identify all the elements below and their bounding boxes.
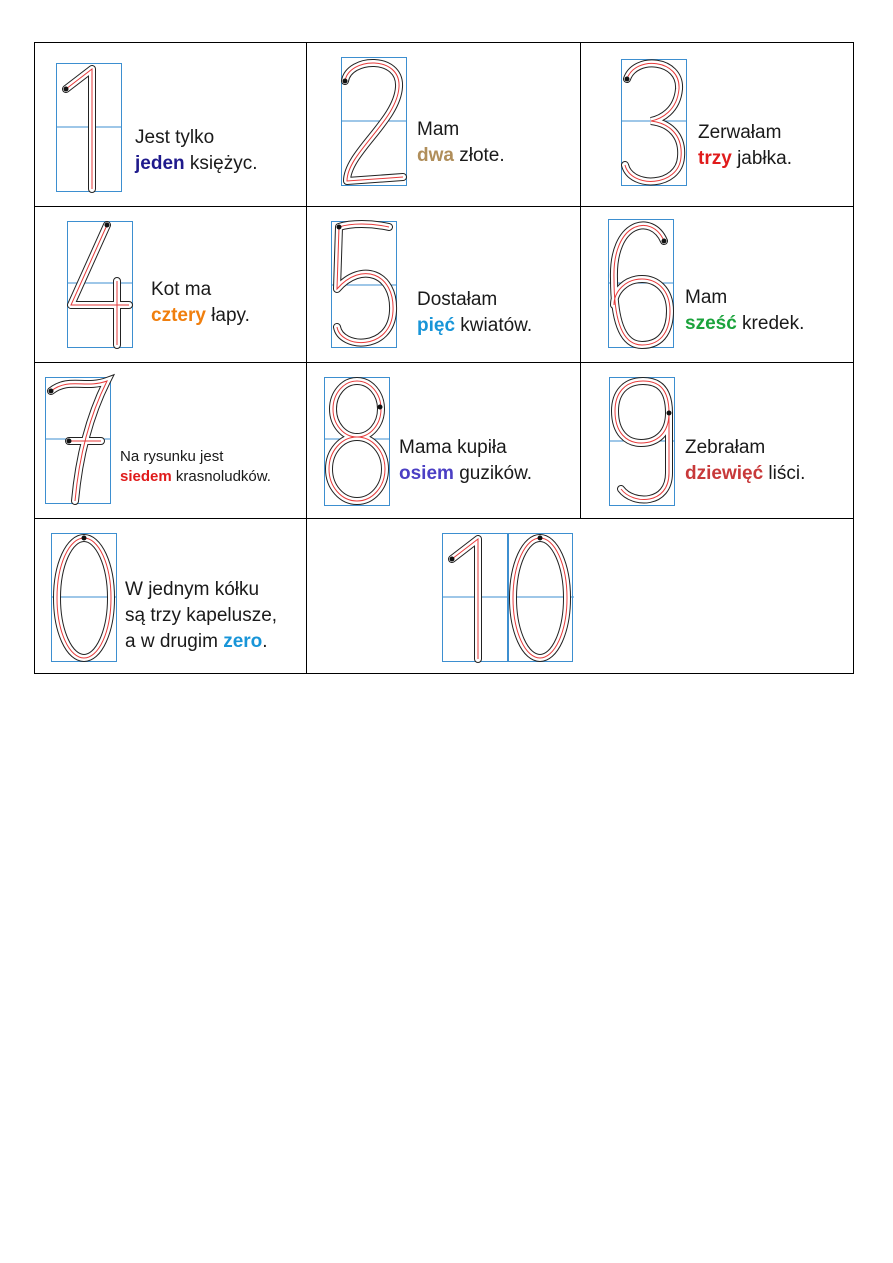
caption-3-line1: Zerwałam [698, 122, 782, 143]
caption-1 [135, 125, 257, 177]
caption-2 [417, 117, 505, 169]
caption-0-line3: a w drugim [125, 631, 224, 652]
card-5 [307, 207, 581, 363]
caption-5-line1: Dostałam [417, 289, 498, 310]
digit-1-tracing-icon [56, 63, 122, 193]
keyword-szesc: sześć [685, 313, 737, 334]
caption-4-line1: Kot ma [151, 279, 212, 300]
digit-6-tracing-icon [608, 219, 674, 349]
digit-4-tracing-icon [67, 221, 133, 349]
digit-3-tracing-icon [621, 59, 687, 187]
caption-5-rest: kwiatów. [455, 315, 533, 336]
digit-9-tracing-icon [609, 377, 675, 507]
caption-1-line1: Jest tylko [135, 127, 215, 148]
caption-5 [417, 287, 532, 339]
caption-2-rest: złote. [453, 145, 505, 166]
caption-7-rest: krasnoludków. [171, 468, 271, 485]
caption-8-rest: guzików. [453, 463, 533, 484]
caption-6-rest: kredek. [736, 313, 805, 334]
keyword-siedem: siedem [120, 468, 172, 485]
caption-1-rest: księżyc. [184, 153, 258, 174]
card-2 [307, 43, 581, 207]
card-9 [581, 363, 854, 519]
caption-0-line2: są trzy kapelusze, [125, 605, 278, 626]
keyword-osiem: osiem [399, 463, 454, 484]
keyword-jeden: jeden [135, 153, 185, 174]
digit-8-tracing-icon [324, 377, 390, 507]
digit-2-tracing-icon [341, 57, 407, 187]
caption-0-rest: . [262, 631, 268, 652]
card-3 [581, 43, 854, 207]
caption-3-rest: jabłka. [731, 148, 792, 169]
caption-4-rest: łapy. [205, 305, 250, 326]
card-10 [307, 519, 853, 673]
digit-10-tracing-icon [442, 533, 574, 663]
caption-9-line1: Zebrałam [685, 437, 766, 458]
caption-7-line1: Na rysunku jest [120, 448, 224, 465]
caption-7 [120, 447, 271, 487]
caption-6-line1: Mam [685, 287, 728, 308]
digit-0-tracing-icon [51, 533, 117, 663]
caption-9-rest: liści. [763, 463, 806, 484]
caption-0-line1: W jednym kółku [125, 579, 260, 600]
caption-8-line1: Mama kupiła [399, 437, 507, 458]
digit-7-tracing-icon [45, 377, 111, 505]
digit-5-tracing-icon [331, 221, 397, 349]
keyword-piec: pięć [417, 315, 456, 336]
caption-3 [698, 120, 792, 172]
keyword-trzy: trzy [698, 148, 732, 169]
caption-6 [685, 285, 804, 337]
caption-2-line1: Mam [417, 119, 460, 140]
card-1 [35, 43, 307, 207]
caption-8 [399, 435, 532, 487]
keyword-dziewiec: dziewięć [685, 463, 764, 484]
card-8 [307, 363, 581, 519]
keyword-zero: zero [223, 631, 263, 652]
card-4 [35, 207, 307, 363]
caption-9 [685, 435, 805, 487]
caption-4 [151, 277, 250, 329]
card-6 [581, 207, 854, 363]
card-7 [35, 363, 307, 519]
card-0 [35, 519, 307, 673]
keyword-cztery: cztery [151, 305, 206, 326]
caption-0 [125, 577, 277, 655]
number-worksheet [34, 42, 854, 674]
keyword-dwa: dwa [417, 145, 454, 166]
